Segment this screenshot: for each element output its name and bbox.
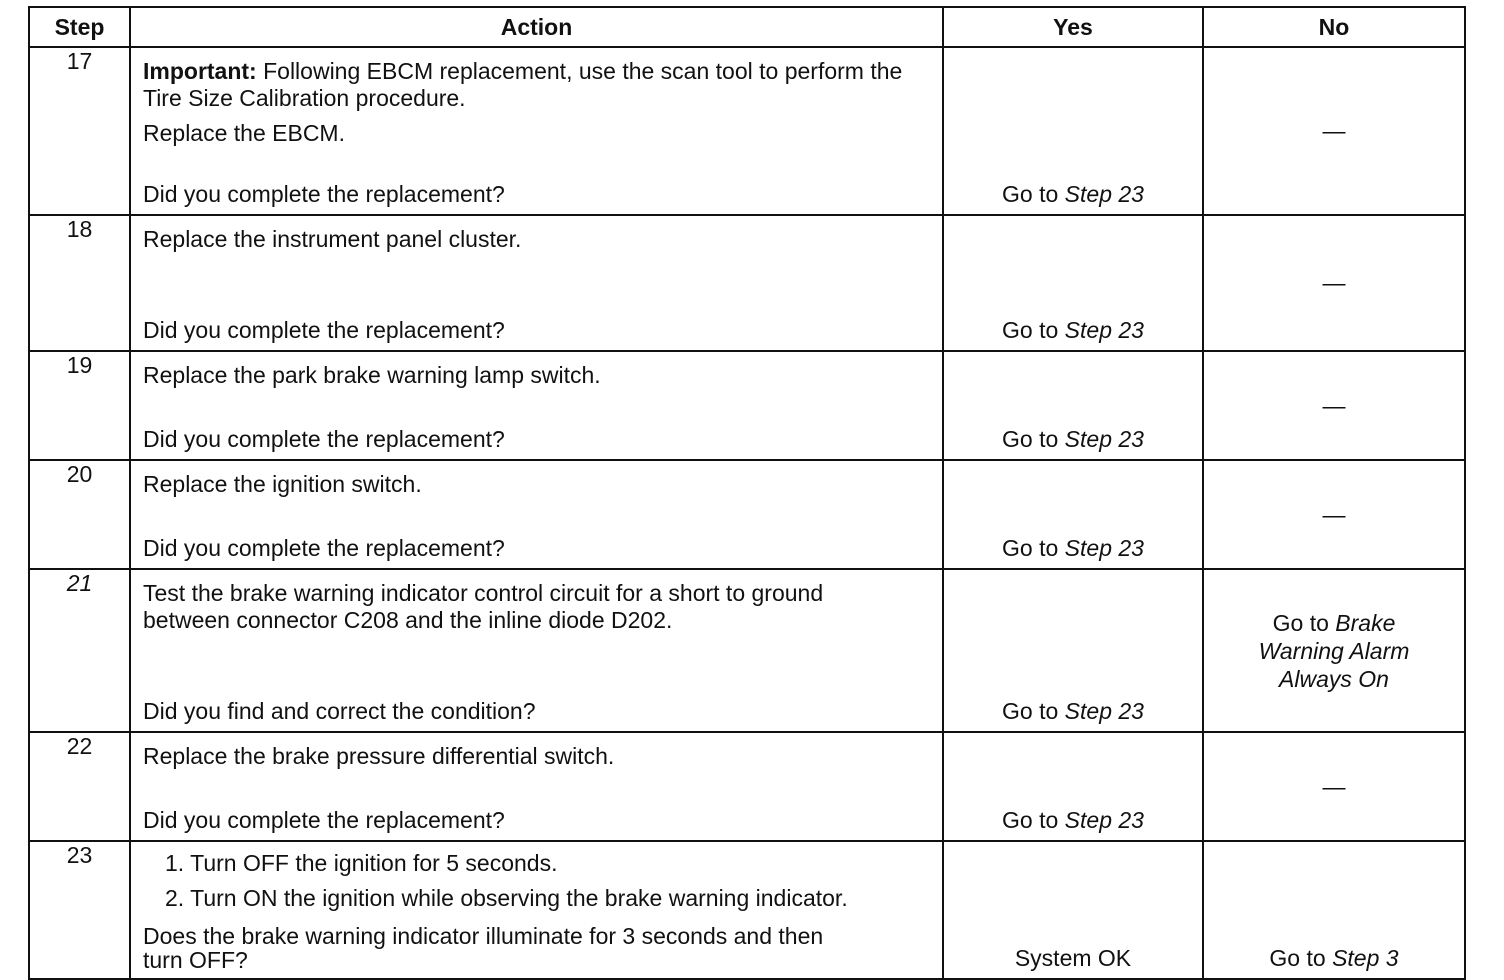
diagnostic-table-page — [28, 6, 1464, 973]
question: Did you complete the replacement? — [143, 807, 505, 833]
yes-step-ref: Step 23 — [1064, 426, 1144, 452]
step-number: 21 — [29, 569, 130, 732]
yes-goto — [944, 807, 1202, 834]
no-dash: — — [1322, 117, 1346, 144]
instruction-line-2: between connector C208 and the inline diode D202. — [143, 607, 673, 633]
question-line-1: Does the brake warning indicator illuminate for 3 seconds and then — [143, 923, 824, 949]
no-prefix: Go to — [1269, 945, 1326, 971]
no-prefix: Go to — [1272, 609, 1329, 636]
question: Did you find and correct the condition? — [143, 698, 536, 724]
header-action: Action — [130, 7, 943, 47]
no-ref-line-3: Always On — [1279, 665, 1389, 692]
yes-goto — [944, 317, 1202, 344]
no-cell — [1203, 841, 1465, 979]
header-no: No — [1203, 7, 1465, 47]
no-cell — [1203, 569, 1465, 732]
yes-goto — [944, 426, 1202, 453]
yes-prefix: Go to — [1002, 181, 1059, 207]
no-cell — [1203, 732, 1465, 841]
question: Did you complete the replacement? — [143, 426, 505, 452]
yes-prefix: Go to — [1002, 535, 1059, 561]
no-ref-line-2: Warning Alarm — [1258, 637, 1410, 664]
no-dash: — — [1322, 773, 1346, 799]
table-row-step-23 — [29, 841, 1465, 979]
no-dash: — — [1322, 269, 1346, 296]
action-cell — [130, 215, 943, 351]
no-goto — [1204, 945, 1464, 972]
step-number: 19 — [29, 351, 130, 460]
important-label: Important: — [143, 58, 257, 84]
yes-prefix: Go to — [1002, 426, 1059, 452]
no-cell — [1203, 460, 1465, 569]
action-cell — [130, 351, 943, 460]
yes-cell — [943, 569, 1203, 732]
no-step-ref: Step 3 — [1332, 945, 1399, 971]
yes-cell — [943, 841, 1203, 979]
no-dash: — — [1322, 501, 1346, 527]
step-number: 22 — [29, 732, 130, 841]
yes-step-ref: Step 23 — [1064, 317, 1144, 343]
header-row — [29, 7, 1465, 47]
header-step: Step — [29, 7, 130, 47]
yes-step-ref: Step 23 — [1064, 807, 1144, 833]
no-ref-line-1: Brake — [1335, 609, 1396, 636]
yes-cell — [943, 215, 1203, 351]
no-cell — [1203, 351, 1465, 460]
step-number: 17 — [29, 47, 130, 215]
step-number: 18 — [29, 215, 130, 351]
yes-goto — [944, 535, 1202, 562]
question: Did you complete the replacement? — [143, 535, 505, 561]
instruction: Replace the park brake warning lamp switch. — [143, 362, 601, 388]
yes-step-ref: Step 23 — [1064, 698, 1144, 724]
action-cell — [130, 732, 943, 841]
instruction-line-1: Test the brake warning indicator control circuit for a short to ground — [143, 580, 824, 606]
action-cell — [130, 569, 943, 732]
important-text: Following EBCM replacement, use the scan tool to perform the Tire Size Calibration procedure. — [143, 58, 903, 111]
yes-step-ref: Step 23 — [1064, 181, 1144, 207]
yes-cell — [943, 351, 1203, 460]
procedure-list — [143, 850, 930, 912]
step-number: 23 — [29, 841, 130, 979]
yes-goto — [944, 698, 1202, 725]
question: Did you complete the replacement? — [143, 317, 505, 343]
no-goto — [1204, 609, 1464, 693]
table-row-step-22 — [29, 732, 1465, 841]
instruction: Replace the EBCM. — [143, 120, 345, 146]
action-cell — [130, 460, 943, 569]
instruction: Replace the ignition switch. — [143, 471, 422, 497]
yes-step-ref: Step 23 — [1064, 535, 1144, 561]
table-row-step-17 — [29, 47, 1465, 215]
table-row-step-19 — [29, 351, 1465, 460]
header-yes: Yes — [943, 7, 1203, 47]
yes-system-ok: System OK — [1014, 945, 1132, 971]
no-cell — [1203, 47, 1465, 215]
no-dash: — — [1322, 392, 1346, 418]
procedure-step-1: 1. Turn OFF the ignition for 5 seconds. — [165, 850, 558, 876]
no-cell — [1203, 215, 1465, 351]
instruction: Replace the brake pressure differential switch. — [143, 743, 615, 769]
yes-cell — [943, 47, 1203, 215]
action-cell — [130, 841, 943, 979]
important-note — [143, 58, 930, 112]
yes-cell — [943, 732, 1203, 841]
table-row-step-18 — [29, 215, 1465, 351]
action-cell — [130, 47, 943, 215]
question: Did you complete the replacement? — [143, 181, 505, 207]
yes-prefix: Go to — [1002, 317, 1059, 343]
procedure-step-2: 2. Turn ON the ignition while observing the brake warning indicator. — [165, 885, 848, 911]
question-line-2: turn OFF? — [143, 947, 248, 973]
yes-prefix: Go to — [1002, 807, 1059, 833]
yes-cell — [943, 460, 1203, 569]
yes-prefix: Go to — [1002, 698, 1059, 724]
instruction: Replace the instrument panel cluster. — [143, 226, 522, 252]
table-row-step-20 — [29, 460, 1465, 569]
diagnostic-steps-table — [28, 6, 1466, 980]
table-row-step-21 — [29, 569, 1465, 732]
step-number: 20 — [29, 460, 130, 569]
yes-goto — [944, 181, 1202, 208]
